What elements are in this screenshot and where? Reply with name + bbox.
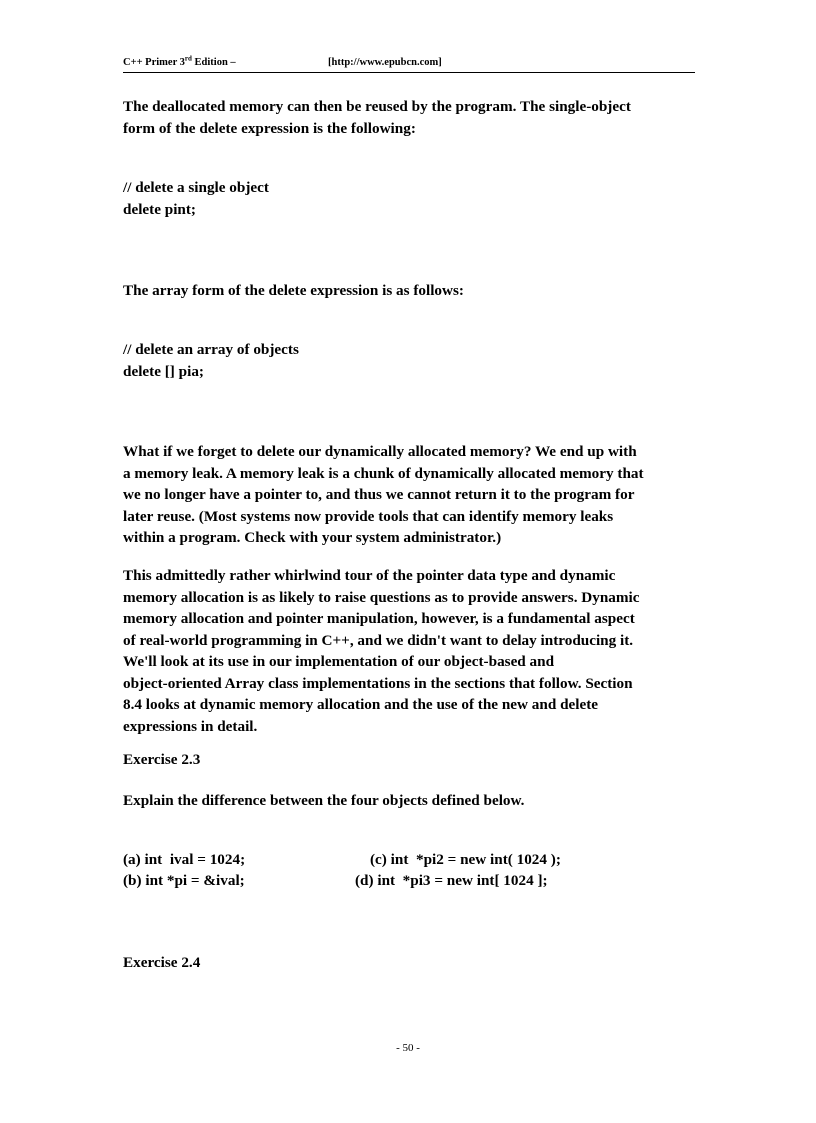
exercise-2-3-heading: Exercise 2.3 [123, 751, 201, 768]
running-header [123, 54, 695, 73]
code-object-b: (b) int *pi = &ival; [123, 872, 245, 889]
code-delete-single: // delete a single object delete pint; [123, 179, 269, 218]
header-url: [http://www.epubcn.com] [328, 57, 442, 68]
paragraph-dealloc: The deallocated memory can then be reused by the program. The single-object form of the delete expression is the following: [123, 98, 631, 137]
paragraph-explain-difference: Explain the difference between the four objects defined below. [123, 792, 525, 809]
code-object-a: (a) int ival = 1024; [123, 851, 246, 868]
paragraph-whirlwind-tour: This admittedly rather whirlwind tour of the pointer data type and dynamic memory allocation is as likely to raise questions as to provide answers. Dynamic memory allocation and pointer manipulation, however, is a fundamental aspect of real-world programming in C++, and we didn't want to delay introducing it. We'll look at its use in our implementation of our object-based and object-oriented Array class implementations in the sections that follow. Section 8.4 looks at dynamic memory allocation and the use of the new and delete expressions in detail. [123, 567, 640, 735]
book-title: C++ Primer 3rd Edition – [123, 54, 236, 68]
paragraph-array-form: The array form of the delete expression is as follows: [123, 282, 464, 299]
code-delete-array: // delete an array of objects delete [] pia; [123, 341, 299, 380]
paragraph-memory-leak: What if we forget to delete our dynamically allocated memory? We end up with a memory leak. A memory leak is a chunk of dynamically allocated memory that we no longer have a pointer to, and thus we cannot return it to the program for later reuse. (Most systems now provide tools that can identify memory leaks within a program. Check with your system administrator.) [123, 443, 644, 546]
code-object-d: (d) int *pi3 = new int[ 1024 ]; [355, 872, 548, 889]
page-number: - 50 - [396, 1042, 420, 1054]
header-rule [123, 72, 695, 73]
code-object-c: (c) int *pi2 = new int( 1024 ); [370, 851, 561, 868]
exercise-2-4-heading: Exercise 2.4 [123, 954, 201, 971]
